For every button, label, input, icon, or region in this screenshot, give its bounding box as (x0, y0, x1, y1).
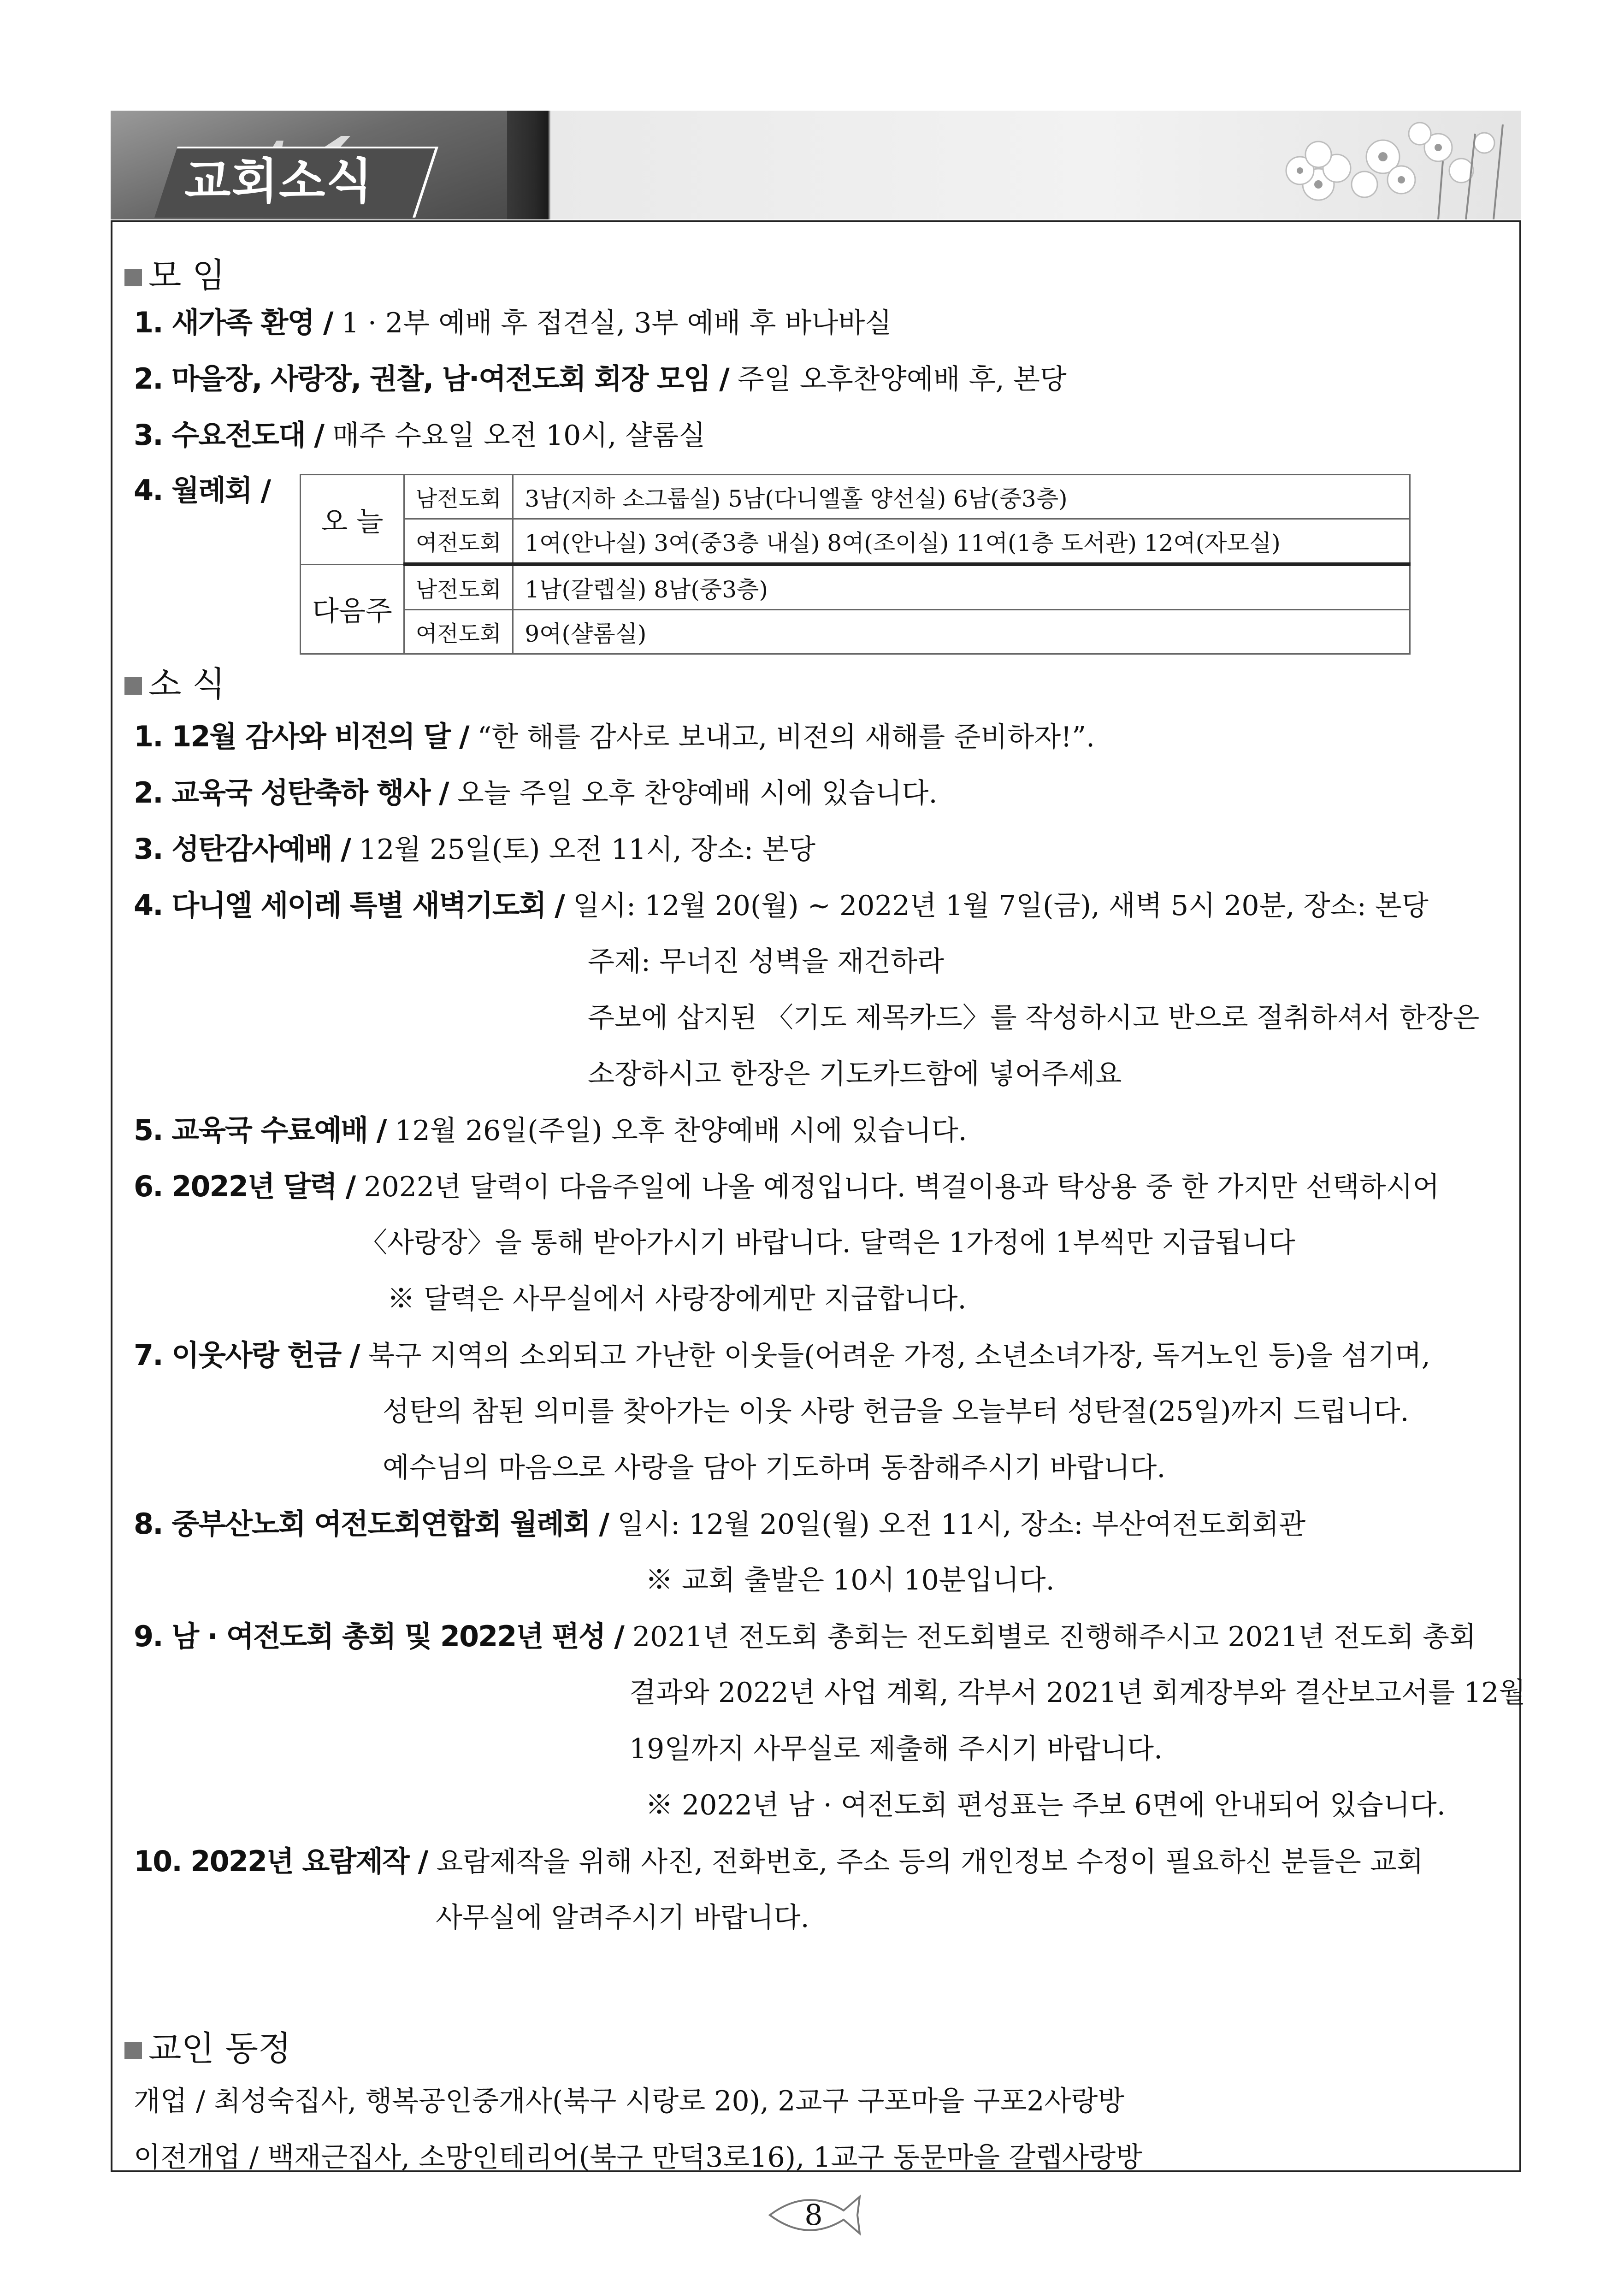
news-item-5: 5. 교육국 수료예배 / 12월 26일(주일) 오후 찬양예배 시에 있습니다. (134, 1113, 967, 1147)
meeting-item-4: 4. 월례회 / (134, 473, 271, 507)
members-line-2: 이전개업 / 백재근집사, 소망인테리어(북구 만덕3로16), 1교구 동문마을 갈렙사랑방 (134, 2141, 1143, 2174)
meeting-item-1: 1. 새가족 환영 / 1 · 2부 예배 후 접견실, 3부 예배 후 바나바실 (134, 306, 892, 339)
news-item-6: 6. 2022년 달력 / 2022년 달력이 다음주일에 나올 예정입니다. 벽걸이용과 탁상용 중 한 가지만 선택하시어 (134, 1170, 1440, 1203)
page-number: 8 (765, 2190, 862, 2240)
news-item-9-cont: ※ 2022년 남 · 여전도회 편성표는 주보 6면에 안내되어 있습니다. (645, 1789, 1446, 1821)
news-item-7-cont: 성탄의 참된 의미를 찾아가는 이웃 사랑 헌금을 오늘부터 성탄절(25일)까지 드립니다. (383, 1395, 1409, 1428)
news-item-3: 3. 성탄감사예배 / 12월 25일(토) 오전 11시, 장소: 본당 (134, 832, 816, 866)
table-row: 여전도회 9여(샬롬실) (301, 610, 1410, 654)
today-label: 오 늘 (301, 475, 404, 565)
news-item-7-cont: 예수님의 마음으로 사랑을 담아 기도하며 동참해주시기 바랍니다. (383, 1452, 1166, 1484)
table-row: 다음주 남전도회 1남(갈렙실) 8남(중3층) (301, 564, 1410, 610)
meeting-item-2: 2. 마을장, 사랑장, 권찰, 남·여전도회 회장 모임 / 주일 오후찬양예배 후, 본당 (134, 362, 1067, 396)
news-item-8-cont: ※ 교회 출발은 10시 10분입니다. (645, 1564, 1055, 1596)
news-item-10-cont: 사무실에 알려주시기 바랍니다. (436, 1902, 809, 1934)
news-item-4-cont: 주제: 무너진 성벽을 재건하라 (588, 946, 944, 978)
news-item-4-cont: 소장하시고 한장은 기도카드함에 넣어주세요 (588, 1058, 1122, 1090)
next-week-label: 다음주 (301, 564, 404, 654)
news-item-8: 8. 중부산노회 여전도회연합회 월례회 / 일시: 12월 20일(월) 오전 11시, 장소: 부산여전도회회관 (134, 1507, 1306, 1541)
news-item-10: 10. 2022년 요람제작 / 요람제작을 위해 사진, 전화번호, 주소 등의 개인정보 수정이 필요하신 분들은 교회 (134, 1844, 1423, 1878)
section-heading-members: 교인 동정 (124, 2027, 291, 2071)
flower-decoration-icon (1245, 115, 1521, 219)
square-bullet-icon (124, 677, 142, 695)
table-row: 오 늘 남전도회 3남(지하 소그룹실) 5남(다니엘홀 양선실) 6남(중3층) (301, 475, 1410, 519)
section-heading-meeting: 모 임 (124, 254, 225, 298)
news-item-9-cont: 결과와 2022년 사업 계획, 각부서 2021년 회계장부와 결산보고서를 12월 (629, 1677, 1526, 1709)
news-item-6-cont: 〈사랑장〉을 통해 받아가시기 바랍니다. 달력은 1가정에 1부씩만 지급됩니다 (360, 1227, 1295, 1259)
meeting-item-3: 3. 수요전도대 / 매주 수요일 오전 10시, 샬롬실 (134, 418, 706, 452)
square-bullet-icon (124, 269, 142, 286)
table-row: 여전도회 1여(안나실) 3여(중3층 내실) 8여(조이실) 11여(1층 도서관) 12여(자모실) (301, 519, 1410, 565)
members-line-1: 개업 / 최성숙집사, 행복공인중개사(북구 시랑로 20), 2교구 구포마을 구포2사랑방 (134, 2085, 1125, 2117)
news-item-9: 9. 남 · 여전도회 총회 및 2022년 편성 / 2021년 전도회 총회는 전도회별로 진행해주시고 2021년 전도회 총회 (134, 1619, 1476, 1653)
news-item-1: 1. 12월 감사와 비전의 달 / “한 해를 감사로 보내고, 비전의 새해를 준비하자!”. (134, 720, 1095, 753)
news-item-6-cont: ※ 달력은 사무실에서 사랑장에게만 지급합니다. (387, 1283, 967, 1315)
news-item-7: 7. 이웃사랑 헌금 / 북구 지역의 소외되고 가난한 이웃들(어려운 가정, 소년소녀가장, 독거노인 등)을 섬기며, (134, 1338, 1430, 1372)
page-title: 교회소식 (184, 153, 373, 209)
news-item-9-cont: 19일까지 사무실로 제출해 주시기 바랍니다. (629, 1733, 1163, 1765)
meeting-schedule-table (300, 474, 1411, 655)
news-item-4-cont: 주보에 삽지된 〈기도 제목카드〉를 작성하시고 반으로 절취하셔서 한장은 (588, 1002, 1480, 1034)
square-bullet-icon (124, 2042, 142, 2059)
section-heading-news: 소 식 (124, 662, 225, 706)
news-item-2: 2. 교육국 성탄축하 행사 / 오늘 주일 오후 찬양예배 시에 있습니다. (134, 776, 938, 810)
news-item-4: 4. 다니엘 세이레 특별 새벽기도회 / 일시: 12월 20(월) ~ 2022년 1월 7일(금), 새벽 5시 20분, 장소: 본당 (134, 888, 1429, 922)
